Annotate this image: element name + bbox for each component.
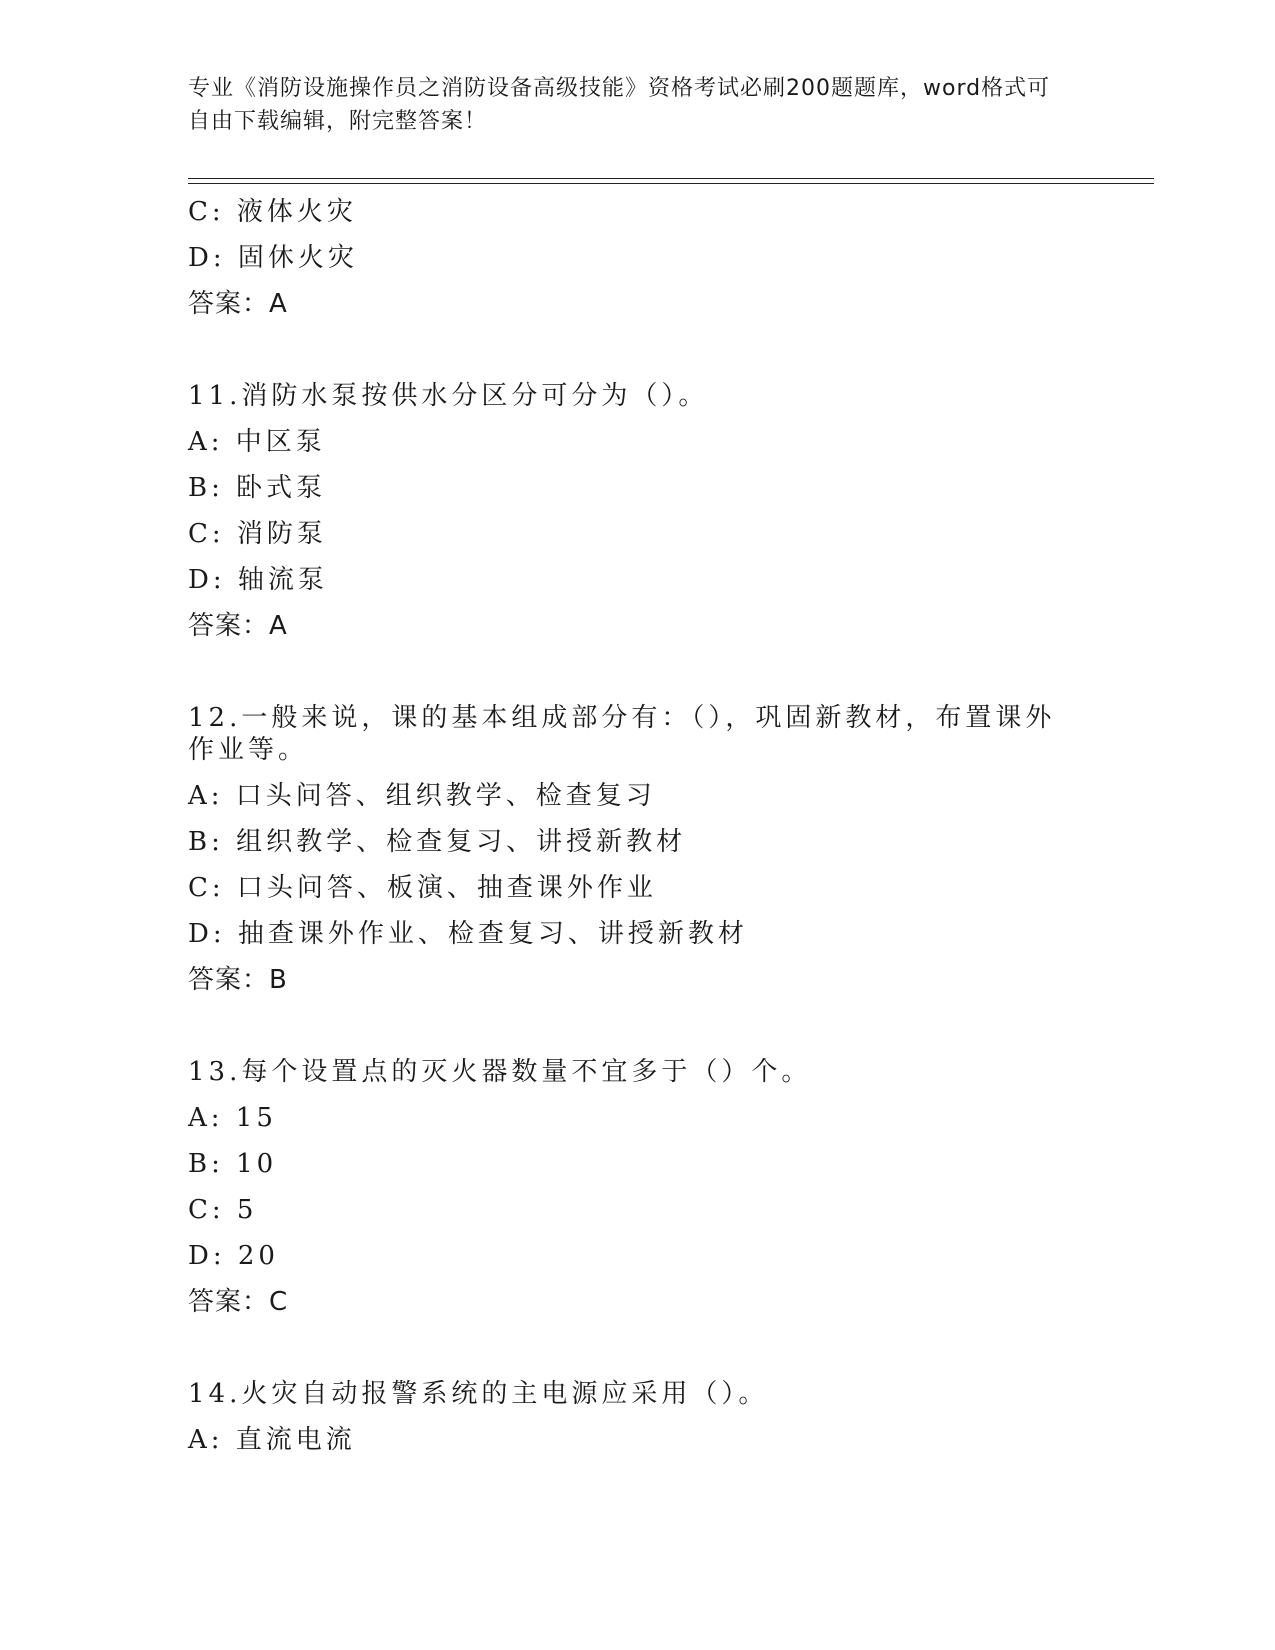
option-a: A: 口头问答、组织教学、检查复习	[188, 781, 656, 811]
spacer	[188, 1325, 1088, 1371]
question-text: 11.消防水泵按供水分区分可分为（）。	[188, 381, 709, 411]
question-text: 12.一般来说，课的基本组成部分有：（），巩固新教材，布置课外作业等。	[188, 703, 1056, 765]
header-divider-bottom	[188, 183, 1154, 184]
option-c: C: 口头问答、板演、抽查课外作业	[188, 873, 657, 903]
option-d: D: 抽查课外作业、检查复习、讲授新教材	[188, 919, 748, 949]
answer-line: 答案：A	[188, 611, 288, 641]
option-a: A: 直流电流	[188, 1425, 356, 1455]
option-d: D: 20	[188, 1241, 279, 1271]
spacer	[188, 1003, 1088, 1049]
option-b: B: 组织教学、检查复习、讲授新教材	[188, 827, 687, 857]
spacer	[188, 327, 1088, 373]
option-c: C: 液体火灾	[188, 197, 357, 227]
question-text: 13.每个设置点的灭火器数量不宜多于（）个。	[188, 1057, 812, 1087]
option-a: A: 中区泵	[188, 427, 326, 457]
header-divider-top	[188, 178, 1154, 179]
option-d: D: 固休火灾	[188, 243, 358, 273]
answer-line: 答案：C	[188, 1287, 289, 1317]
question-text: 14.火灾自动报警系统的主电源应采用（）。	[188, 1379, 769, 1409]
answer-line: 答案：B	[188, 965, 288, 995]
option-c: C: 消防泵	[188, 519, 327, 549]
option-d: D: 轴流泵	[188, 565, 328, 595]
answer-line: 答案：A	[188, 289, 288, 319]
spacer	[188, 649, 1088, 695]
option-b: B: 卧式泵	[188, 473, 327, 503]
question-list	[188, 189, 1088, 1463]
option-c: C: 5	[188, 1195, 258, 1225]
option-b: B: 10	[188, 1149, 278, 1179]
option-a: A: 15	[188, 1103, 277, 1133]
document-header: 专业《消防设施操作员之消防设备高级技能》资格考试必刷200题题库，word格式可自由下载编辑，附完整答案！	[188, 76, 1051, 134]
